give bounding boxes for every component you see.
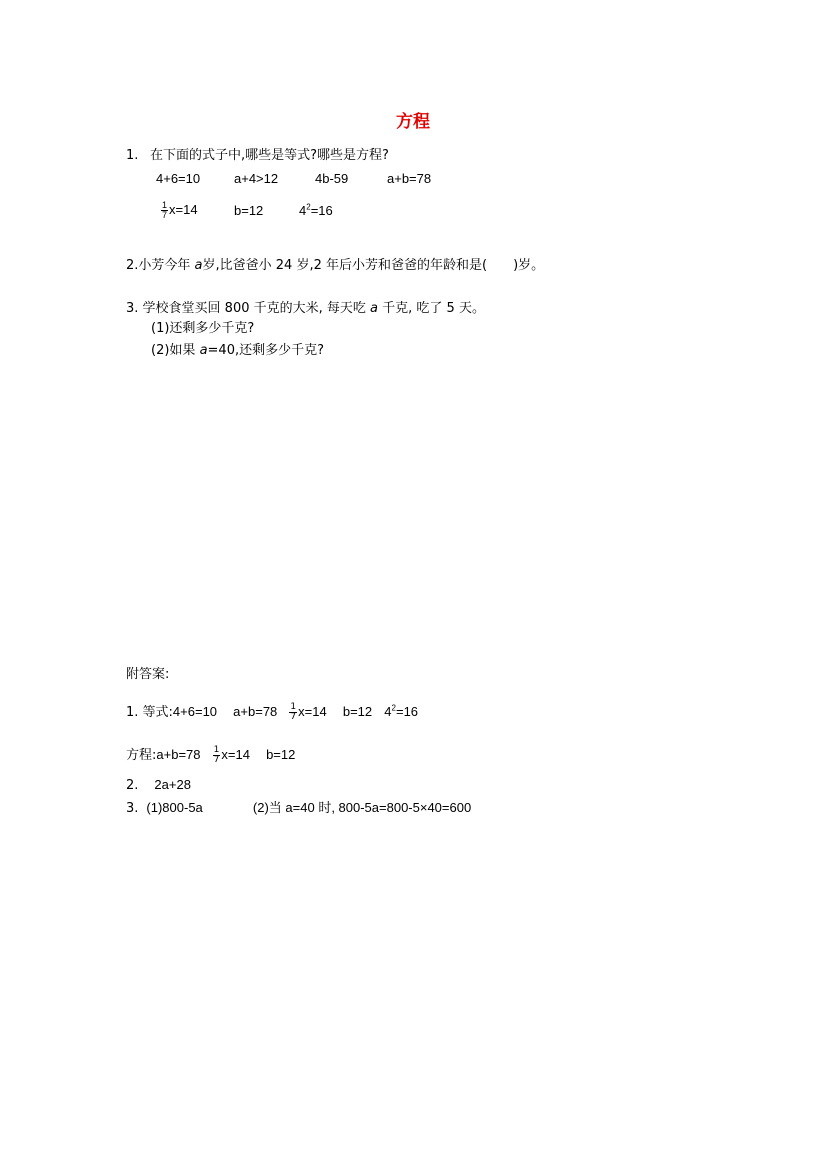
answer-1: 1. 等式:4+6=10 a+b=78 $\frac{1}{7}$ x=14 b=12 $4^2=16$ [126,702,419,722]
q1-expr-2: a+4>12 [234,171,279,186]
q1-expr-power: $4^2=16$ [299,202,333,218]
answer-3: 3. (1)800-5a (2)当 a=40 时, 800-5a=800-5×40=600 [126,800,472,816]
q1-text: 在下面的式子中,哪些是等式?哪些是方程? [150,148,389,163]
fraction: $\frac{1}{7}$ [162,200,168,221]
fraction: $\frac{1}{7}$ [213,745,220,765]
answer-equations: 方程:a+b=78 $\frac{1}{7}$ x=14 b=12 [126,745,296,765]
q1-expr-fraction: $\frac{1}{7}$ x=14 [162,200,198,221]
q1-number: 1. [126,148,139,163]
answer-2: 2. 2a+28 [126,777,191,793]
page-title: 方程 [396,112,430,132]
fraction: $\frac{1}{7}$ [290,702,297,722]
q1-expr-4: a+b=78 [387,171,432,186]
q2-text: 2.小芳今年 a岁,比爸爸小 24 岁,2 年后小芳和爸爸的年龄和是( )岁。 [126,258,545,273]
q1-expr-3: 4b-59 [315,171,349,186]
answers-heading: 附答案: [126,667,170,682]
q3-text: 3. 学校食堂买回 800 千克的大米, 每天吃 a 千克, 吃了 5 天。 [126,301,485,316]
q3-sub2: (2)如果 a=40,还剩多少千克? [151,343,324,358]
q1-expr-b: b=12 [234,203,264,218]
q1-expr-1: 4+6=10 [156,171,201,186]
q3-sub1: (1)还剩多少千克? [151,321,255,336]
